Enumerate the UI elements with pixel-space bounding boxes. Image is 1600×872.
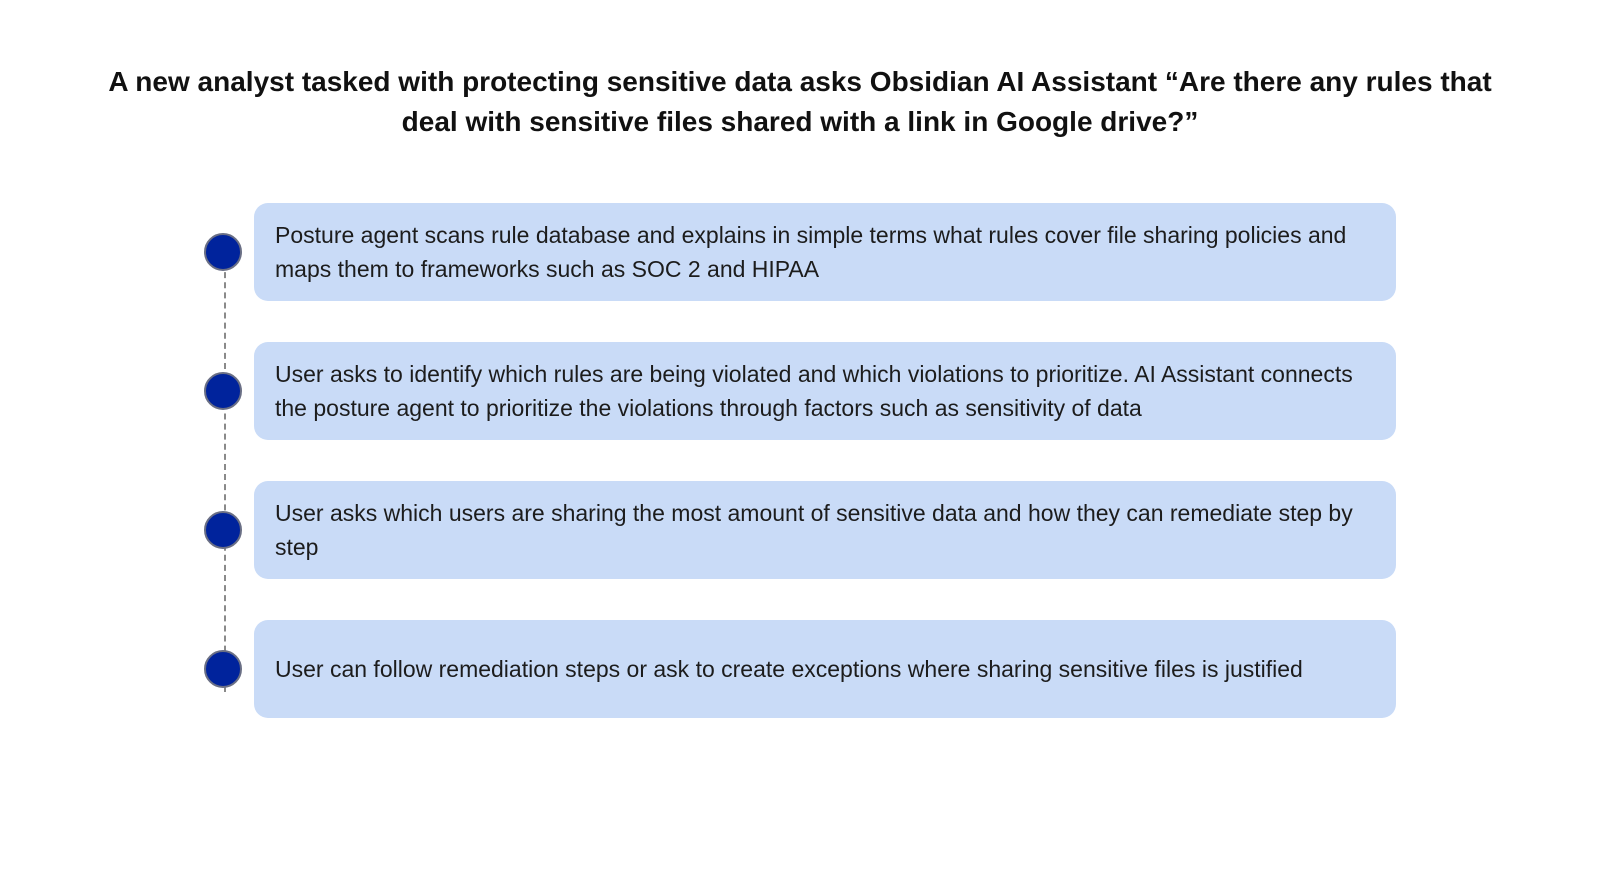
timeline-step bbox=[0, 342, 1600, 440]
step-card bbox=[254, 203, 1396, 301]
step-text: User asks to identify which rules are being violated and which violations to prioritize. AI Assistant connects the posture agent to prioritize the violations through factors such as sensitivity of data bbox=[275, 361, 1353, 421]
timeline-dot bbox=[204, 650, 242, 688]
step-text: User can follow remediation steps or ask to create exceptions where sharing sensitive files is justified bbox=[275, 656, 1303, 682]
timeline-dot bbox=[204, 511, 242, 549]
timeline-step bbox=[0, 203, 1600, 301]
timeline-dot bbox=[204, 372, 242, 410]
step-card bbox=[254, 481, 1396, 579]
step-text: Posture agent scans rule database and explains in simple terms what rules cover file sharing policies and maps them to frameworks such as SOC 2 and HIPAA bbox=[275, 222, 1347, 282]
step-card bbox=[254, 342, 1396, 440]
timeline-dot bbox=[204, 233, 242, 271]
timeline-step bbox=[0, 481, 1600, 579]
page-title: A new analyst tasked with protecting sensitive data asks Obsidian AI Assistant “Are there any rules that deal with sensitive files shared with a link in Google drive?” bbox=[108, 66, 1492, 137]
step-card bbox=[254, 620, 1396, 718]
step-text: User asks which users are sharing the most amount of sensitive data and how they can remediate step by step bbox=[275, 500, 1353, 560]
timeline-step bbox=[0, 620, 1600, 718]
